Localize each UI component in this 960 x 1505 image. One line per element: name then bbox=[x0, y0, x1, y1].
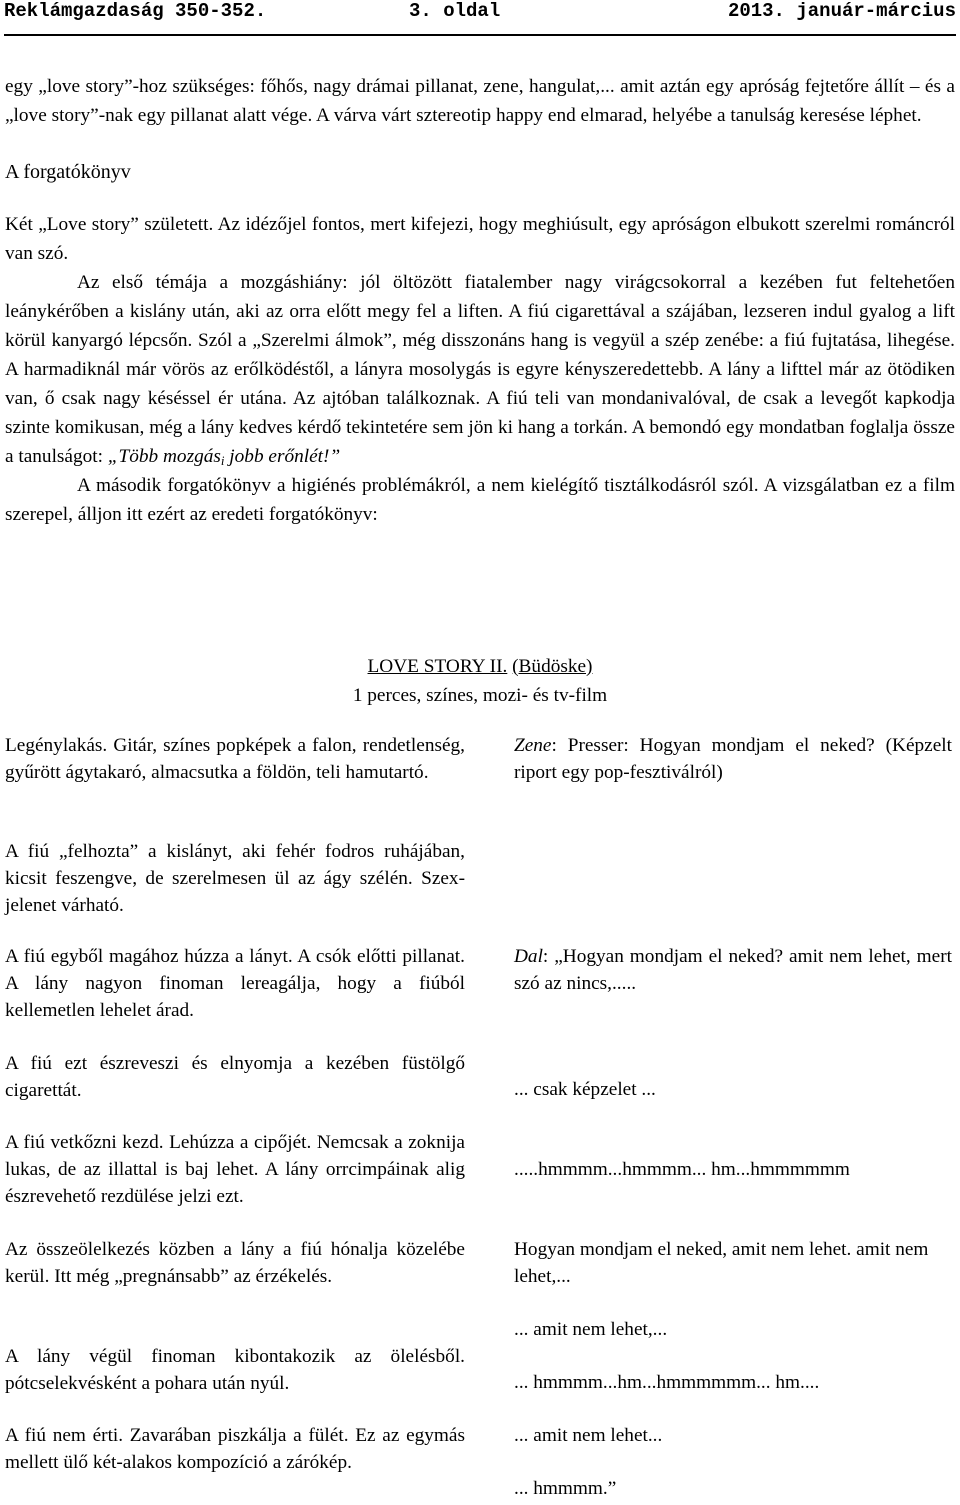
lyric-line: Hogyan mondjam el neked, amit nem lehet. amit nem lehet,... bbox=[514, 1239, 929, 1287]
song-text: : „Hogyan mondjam el neked? amit nem lehet, mert szó az nincs,..... bbox=[514, 946, 952, 994]
paragraph-second-theme: A második forgatókönyv a higiénés problémákról, a nem kielégítő tisztálkodásról szól. A vizsgálatban ez a film szerepel, álljon itt ezért az eredeti forgatókönyv: bbox=[5, 475, 955, 525]
script-subtitle: (Büdöske) bbox=[512, 656, 593, 677]
page-header bbox=[4, 0, 956, 36]
intro-paragraph: egy „love story”-hoz szükséges: főhős, nagy drámai pillanat, zene, hangulat,... amit aztán egy apróság fejtetőre állít – és a „love story”-nak egy pillanat alatt vége. A várva várt sztereotip happy end elmarad, helyébe a tanulság keresése léphet. bbox=[5, 76, 955, 126]
lyric-line: ... amit nem lehet,... bbox=[514, 1319, 668, 1340]
paragraph-two-love-stories: Két „Love story” született. Az idézőjel fontos, mert kifejezi, hogy meghiúsult, egy apróságon elbukott szerelmi románcról van szó. bbox=[5, 214, 955, 264]
scene-1: Legénylakás. Gitár, színes popképek a falon, rendetlenség, gyűrött ágytakaró, almacsutka a földön, teli hamutartó. bbox=[5, 735, 465, 783]
script-title bbox=[0, 652, 960, 681]
slogan bbox=[108, 446, 340, 467]
lyric-line: ... csak képzelet ... bbox=[514, 1079, 656, 1100]
slogan-subscript: i bbox=[220, 453, 225, 468]
scene-3: A fiú egyből magához húzza a lányt. A csók előtti pillanat. A lány nagyon finoman lereagálja, hogy a fiúból kellemetlen lehelet árad. bbox=[5, 946, 465, 1021]
lyric-line: ... amit nem lehet... bbox=[514, 1425, 663, 1446]
lyric-line: .....hmmmm...hmmmm... hm...hmmmmmm bbox=[514, 1159, 850, 1180]
script-name: LOVE STORY II. bbox=[367, 656, 508, 677]
music-note bbox=[514, 732, 952, 786]
scene-2: A fiú „felhozta” a kislányt, aki fehér fodros ruhájában, kicsit feszengve, de szerelmesen ül az ágy szélén. Szex-jelenet várható. bbox=[5, 841, 465, 916]
song-start bbox=[514, 943, 952, 997]
music-text: : Presser: Hogyan mondjam el neked? (Képzelt riport egy pop-fesztiválról) bbox=[514, 735, 952, 783]
scene-5: A fiú vetkőzni kezd. Lehúzza a cipőjét. Nemcsak a zoknija lukas, de az illattal is baj lehet. A lány orrcimpáinak alig észrevehető rezdülése jelzi ezt. bbox=[5, 1132, 465, 1207]
script-title-block bbox=[0, 652, 960, 710]
lyric-line: ... hmmmm...hm...hmmmmmm... hm.... bbox=[514, 1372, 820, 1393]
lyric-line: ... hmmmm.” bbox=[514, 1478, 617, 1499]
issue-date: 2013. január-március bbox=[727, 0, 956, 22]
page-number: 3. oldal bbox=[409, 0, 501, 22]
song-label: Dal bbox=[514, 946, 543, 967]
script-format: 1 perces, színes, mozi- és tv-film bbox=[352, 685, 608, 706]
slogan-part-a: „Több mozgás bbox=[107, 446, 221, 467]
scene-8: A fiú nem érti. Zavarában piszkálja a fülét. Ez az egymás mellett ülő két-alakos kompozíció a zárókép. bbox=[5, 1425, 465, 1473]
slogan-part-b: jobb erőnlét!” bbox=[224, 446, 341, 467]
journal-title: Reklámgazdaság 350-352. bbox=[4, 0, 267, 22]
music-label: Zene bbox=[514, 735, 552, 756]
section-heading: A forgatókönyv bbox=[5, 161, 131, 183]
scene-7: A lány végül finoman kibontakozik az ölelésből. pótcselekvésként a pohara után nyúl. bbox=[5, 1346, 465, 1394]
scene-6: Az összeölelkezés közben a lány a fiú hónalja közelébe kerül. Itt még „pregnánsabb” az érzékelés. bbox=[5, 1239, 465, 1287]
scene-4: A fiú ezt észreveszi és elnyomja a kezében füstölgő cigarettát. bbox=[5, 1053, 465, 1101]
article-body bbox=[5, 72, 955, 529]
first-theme-text: Az első témája a mozgáshiány: jól öltözött fiatalember nagy virágcsokorral a kezében fut feltehetően leánykérőben a kislány után, aki az orra előtt megy fel a liften. A fiú cigarettával a szájában, lezseren indul gyalog a lift körül kanyargó lépcsőn. Szól a „Szerelmi álmok”, még disszonáns hang is vegyül a szép zenébe: a fiú fujtatása, lihegése. A harmadiknál már vörös az erőlködéstől, a lányra mosolygás is egyre kényszeredettebb. A lány a lifttel már az ötödiken van, ő csak nagy késéssel ér utána. Az ajtóban találkoznak. A fiú teli van mondanivalóval, de csak a levegőt kapkodja szinte komikusan, még a lány kedves kérdő tekintetére sem jön ki hang a torkán. A bemondó egy mondatban foglalja össze a tanulságot: bbox=[5, 272, 955, 467]
paragraph-first-theme bbox=[5, 268, 955, 471]
